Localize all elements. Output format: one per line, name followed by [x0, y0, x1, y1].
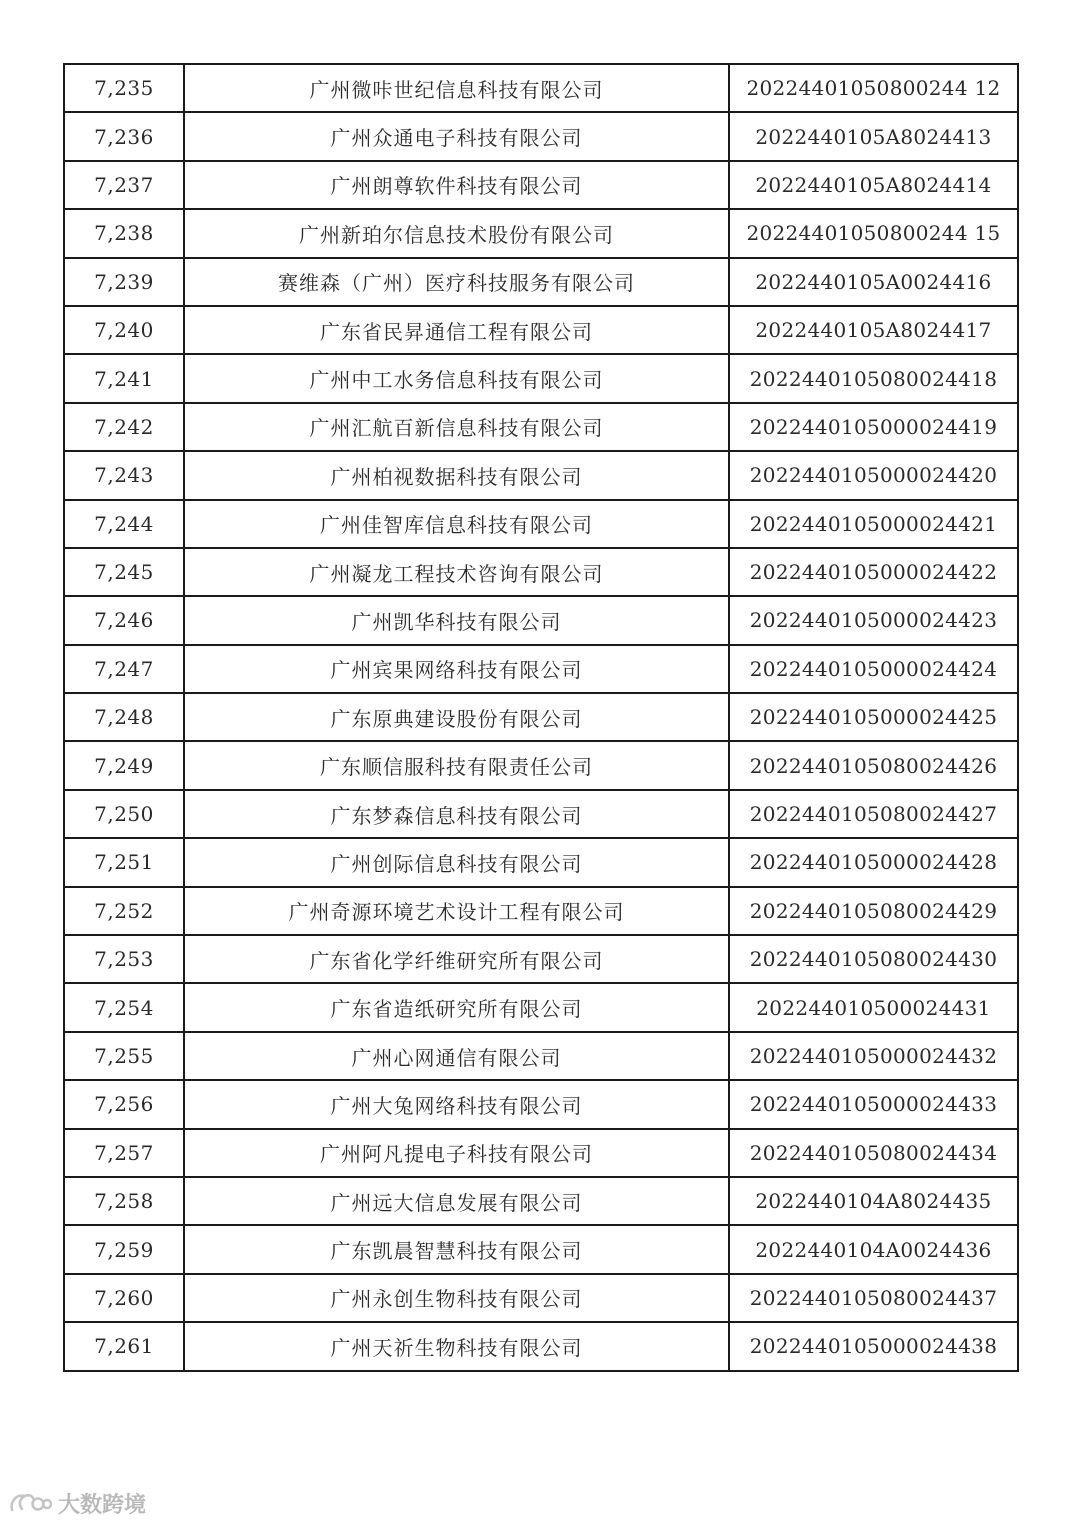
registration-code-cell: 2022440105000024428: [729, 838, 1018, 886]
watermark-text: 大数跨境: [58, 1492, 147, 1518]
table-row: [64, 983, 1018, 1031]
company-name-cell: 广州微咔世纪信息科技有限公司: [184, 64, 729, 112]
table-row: [64, 354, 1018, 402]
table-row: [64, 161, 1018, 209]
row-number-cell: 7,235: [64, 64, 184, 112]
company-name-cell: 广州朗尊软件科技有限公司: [184, 161, 729, 209]
row-number-cell: 7,241: [64, 354, 184, 402]
row-number-cell: 7,258: [64, 1177, 184, 1225]
registration-code-cell: 20224401050800244 12: [729, 64, 1018, 112]
company-name-cell: 广州心网通信有限公司: [184, 1032, 729, 1080]
company-name-cell: 广州佳智库信息科技有限公司: [184, 500, 729, 548]
table-row: [64, 1080, 1018, 1128]
watermark: [8, 1488, 146, 1518]
company-name-cell: 广州新珀尔信息技术股份有限公司: [184, 209, 729, 257]
row-number-cell: 7,251: [64, 838, 184, 886]
registration-code-cell: 2022440105000024423: [729, 596, 1018, 644]
row-number-cell: 7,249: [64, 741, 184, 789]
registration-code-cell: 2022440105000024420: [729, 451, 1018, 499]
registration-code-cell: 2022440104A8024435: [729, 1177, 1018, 1225]
registration-code-cell: 2022440105080024418: [729, 354, 1018, 402]
brand-logo-icon: [8, 1490, 52, 1516]
row-number-cell: 7,256: [64, 1080, 184, 1128]
company-name-cell: 广东顺信服科技有限责任公司: [184, 741, 729, 789]
registration-code-cell: 2022440105080024430: [729, 935, 1018, 983]
table-row: [64, 258, 1018, 306]
table-row: [64, 838, 1018, 886]
registration-code-cell: 2022440105A0024416: [729, 258, 1018, 306]
company-name-cell: 赛维森（广州）医疗科技服务有限公司: [184, 258, 729, 306]
row-number-cell: 7,261: [64, 1322, 184, 1370]
company-name-cell: 广州柏视数据科技有限公司: [184, 451, 729, 499]
registration-code-cell: 2022440105000024438: [729, 1322, 1018, 1370]
table-row: [64, 596, 1018, 644]
row-number-cell: 7,257: [64, 1129, 184, 1177]
table-row: [64, 741, 1018, 789]
row-number-cell: 7,236: [64, 112, 184, 160]
table-row: [64, 64, 1018, 112]
registration-code-cell: 2022440105080024434: [729, 1129, 1018, 1177]
table-row: [64, 1177, 1018, 1225]
registration-code-cell: 2022440105000024419: [729, 403, 1018, 451]
table-row: [64, 1274, 1018, 1322]
company-name-cell: 广州天祈生物科技有限公司: [184, 1322, 729, 1370]
company-name-cell: 广州大兔网络科技有限公司: [184, 1080, 729, 1128]
row-number-cell: 7,240: [64, 306, 184, 354]
table-row: [64, 935, 1018, 983]
registration-code-cell: 20224401050800244 15: [729, 209, 1018, 257]
company-name-cell: 广东凯晨智慧科技有限公司: [184, 1225, 729, 1273]
company-name-cell: 广州凝龙工程技术咨询有限公司: [184, 548, 729, 596]
registration-code-cell: 2022440105000024422: [729, 548, 1018, 596]
row-number-cell: 7,248: [64, 693, 184, 741]
table-row: [64, 1322, 1018, 1370]
row-number-cell: 7,250: [64, 790, 184, 838]
table-row: [64, 451, 1018, 499]
company-name-cell: 广东原典建设股份有限公司: [184, 693, 729, 741]
row-number-cell: 7,238: [64, 209, 184, 257]
row-number-cell: 7,260: [64, 1274, 184, 1322]
company-name-cell: 广州创际信息科技有限公司: [184, 838, 729, 886]
row-number-cell: 7,247: [64, 645, 184, 693]
row-number-cell: 7,245: [64, 548, 184, 596]
table-row: [64, 209, 1018, 257]
company-table-container: [63, 63, 1015, 1372]
company-name-cell: 广州宾果网络科技有限公司: [184, 645, 729, 693]
row-number-cell: 7,253: [64, 935, 184, 983]
company-name-cell: 广州中工水务信息科技有限公司: [184, 354, 729, 402]
company-name-cell: 广东省民昇通信工程有限公司: [184, 306, 729, 354]
registration-code-cell: 2022440104A0024436: [729, 1225, 1018, 1273]
registration-code-cell: 2022440105000024433: [729, 1080, 1018, 1128]
table-row: [64, 790, 1018, 838]
registration-code-cell: 202244010500024431: [729, 983, 1018, 1031]
table-row: [64, 403, 1018, 451]
table-row: [64, 693, 1018, 741]
row-number-cell: 7,255: [64, 1032, 184, 1080]
table-row: [64, 1129, 1018, 1177]
registration-code-cell: 2022440105080024426: [729, 741, 1018, 789]
table-row: [64, 306, 1018, 354]
row-number-cell: 7,244: [64, 500, 184, 548]
row-number-cell: 7,259: [64, 1225, 184, 1273]
registration-code-cell: 2022440105000024425: [729, 693, 1018, 741]
registration-code-cell: 2022440105000024421: [729, 500, 1018, 548]
company-name-cell: 广东省化学纤维研究所有限公司: [184, 935, 729, 983]
row-number-cell: 7,239: [64, 258, 184, 306]
row-number-cell: 7,252: [64, 887, 184, 935]
company-name-cell: 广东梦森信息科技有限公司: [184, 790, 729, 838]
table-row: [64, 500, 1018, 548]
company-name-cell: 广州远大信息发展有限公司: [184, 1177, 729, 1225]
company-name-cell: 广州凯华科技有限公司: [184, 596, 729, 644]
table-row: [64, 112, 1018, 160]
company-name-cell: 广州众通电子科技有限公司: [184, 112, 729, 160]
table-row: [64, 548, 1018, 596]
registration-code-cell: 2022440105080024429: [729, 887, 1018, 935]
registration-code-cell: 2022440105A8024414: [729, 161, 1018, 209]
company-name-cell: 广州汇航百新信息科技有限公司: [184, 403, 729, 451]
table-row: [64, 1032, 1018, 1080]
row-number-cell: 7,237: [64, 161, 184, 209]
registration-code-cell: 2022440105A8024413: [729, 112, 1018, 160]
table-body: [64, 64, 1018, 1371]
registration-code-cell: 2022440105000024424: [729, 645, 1018, 693]
table-row: [64, 887, 1018, 935]
company-table: [63, 63, 1019, 1372]
row-number-cell: 7,242: [64, 403, 184, 451]
row-number-cell: 7,246: [64, 596, 184, 644]
registration-code-cell: 2022440105A8024417: [729, 306, 1018, 354]
company-name-cell: 广州永创生物科技有限公司: [184, 1274, 729, 1322]
company-name-cell: 广东省造纸研究所有限公司: [184, 983, 729, 1031]
company-name-cell: 广州阿凡提电子科技有限公司: [184, 1129, 729, 1177]
company-name-cell: 广州奇源环境艺术设计工程有限公司: [184, 887, 729, 935]
registration-code-cell: 2022440105080024427: [729, 790, 1018, 838]
registration-code-cell: 2022440105000024432: [729, 1032, 1018, 1080]
table-row: [64, 645, 1018, 693]
registration-code-cell: 2022440105080024437: [729, 1274, 1018, 1322]
row-number-cell: 7,254: [64, 983, 184, 1031]
row-number-cell: 7,243: [64, 451, 184, 499]
table-row: [64, 1225, 1018, 1273]
